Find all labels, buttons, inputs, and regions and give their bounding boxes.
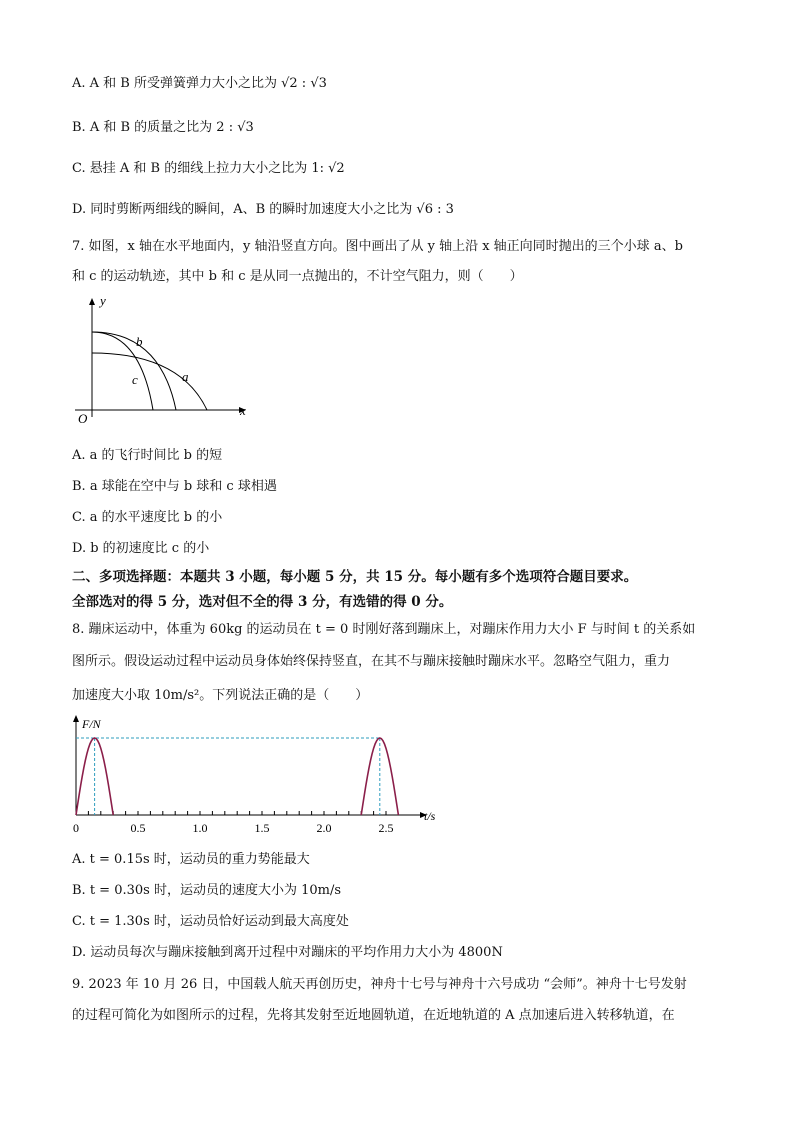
q7-curve-c-label: c — [132, 372, 138, 387]
q8-stem-line3: 加速度大小取 10m/s²。下列说法正确的是（ ） — [72, 688, 369, 703]
q8-x-tick-label: 2.5 — [378, 821, 394, 835]
q9-stem-line2: 的过程可简化为如图所示的过程，先将其发射至近地圆轨道，在近地轨道的 A 点加速后进入转移轨道，在 — [72, 1008, 675, 1023]
q6-option-b: B. A 和 B 的质量之比为 2 : √3 — [72, 120, 254, 135]
q8-x-tick-label: 1.0 — [192, 821, 208, 835]
q8-option-c: C. t = 1.30s 时，运动员恰好运动到最大高度处 — [72, 914, 349, 929]
q7-option-a: A. a 的飞行时间比 b 的短 — [72, 448, 223, 463]
q6-option-d: D. 同时剪断两细线的瞬间，A、B 的瞬时加速度大小之比为 √6 : 3 — [72, 202, 454, 217]
q7-x-label: x — [240, 403, 246, 418]
q7-origin-label: O — [78, 411, 88, 426]
q7-curve-c — [92, 332, 153, 410]
q8-x-axis-label: t/s — [424, 809, 436, 823]
q8-force-time-chart — [66, 712, 446, 837]
q9-stem-line1: 9. 2023 年 10 月 26 日，中国载人航天再创历史，神舟十七号与神舟十六号成功 “会师”。神舟十七号发射 — [72, 977, 687, 992]
q6-option-a: A. A 和 B 所受弹簧弹力大小之比为 √2 : √3 — [72, 76, 327, 91]
q7-y-label: y — [100, 293, 106, 308]
q8-x-tick-label: 1.5 — [254, 821, 270, 835]
q7-stem-line2: 和 c 的运动轨迹，其中 b 和 c 是从同一点抛出的，不计空气阻力，则（ ） — [72, 269, 523, 284]
q8-x-tick-label: 0.5 — [130, 821, 146, 835]
q7-curve-b-label: b — [136, 334, 143, 349]
q7-curve-a — [92, 353, 207, 410]
q8-x-tick-label: 0 — [73, 821, 79, 835]
section2-heading-line1: 二、多项选择题：本题共 3 小题，每小题 5 分，共 15 分。每小题有多个选项符合题目要求。 — [72, 569, 638, 585]
q6-option-c: C. 悬挂 A 和 B 的细线上拉力大小之比为 1: √2 — [72, 161, 345, 176]
q7-option-c: C. a 的水平速度比 b 的小 — [72, 510, 223, 525]
q8-x-tick-label: 2.0 — [316, 821, 332, 835]
section2-heading-line2: 全部选对的得 5 分，选对但不全的得 3 分，有选错的得 0 分。 — [72, 594, 453, 610]
q7-curve-a-label: a — [182, 369, 189, 384]
q7-option-d: D. b 的初速度比 c 的小 — [72, 541, 210, 556]
q8-option-b: B. t = 0.30s 时，运动员的速度大小为 10m/s — [72, 883, 342, 898]
q7-trajectory-figure — [70, 295, 260, 425]
q8-option-d: D. 运动员每次与蹦床接触到离开过程中对蹦床的平均作用力大小为 4800N — [72, 945, 503, 960]
q7-curve-b — [92, 332, 176, 410]
q8-stem-line2: 图所示。假设运动过程中运动员身体始终保持竖直，在其不与蹦床接触时蹦床水平。忽略空气阻力，重力 — [72, 654, 671, 669]
q8-option-a: A. t = 0.15s 时，运动员的重力势能最大 — [72, 852, 310, 867]
q8-stem-line1: 8. 蹦床运动中，体重为 60kg 的运动员在 t = 0 时刚好落到蹦床上，对蹦床作用力大小 F 与时间 t 的关系如 — [72, 622, 696, 637]
q8-y-axis-label: F/N — [82, 717, 101, 731]
q7-option-b: B. a 球能在空中与 b 球和 c 球相遇 — [72, 479, 277, 494]
q7-stem-line1: 7. 如图，x 轴在水平地面内，y 轴沿竖直方向。图中画出了从 y 轴上沿 x 轴正向同时抛出的三个小球 a、b — [72, 239, 683, 254]
